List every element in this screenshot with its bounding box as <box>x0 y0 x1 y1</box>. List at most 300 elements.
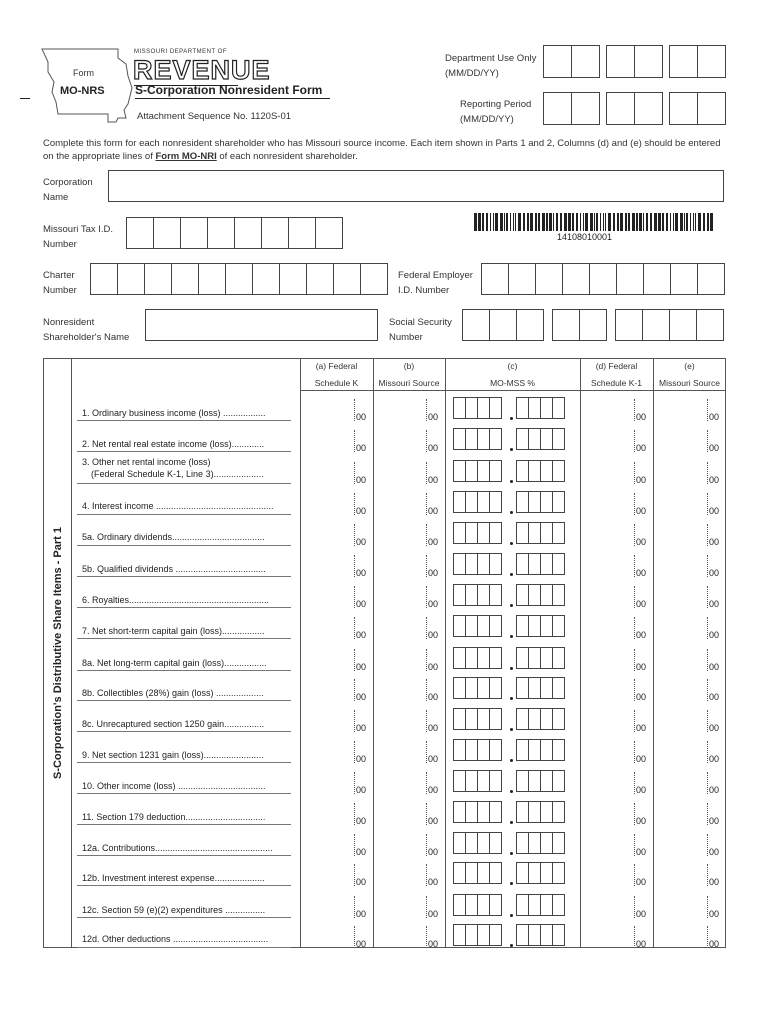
mo-mss-decimal-input[interactable] <box>516 647 564 669</box>
barcode-bar <box>594 213 595 231</box>
mo-mss-whole-input[interactable] <box>453 428 501 450</box>
tax-id-label-2: Number <box>43 239 77 250</box>
mo-mss-decimal-input[interactable] <box>516 894 564 916</box>
col-e-left <box>653 358 654 948</box>
cents-divider <box>634 741 635 763</box>
cents-divider <box>426 772 427 794</box>
cents-value: 00 <box>428 412 439 422</box>
row-label <box>82 904 265 916</box>
form-label: Form <box>73 68 94 78</box>
row-label-line1: 3. Other net rental income (loss) <box>82 457 211 467</box>
mo-mss-decimal-input[interactable] <box>516 553 564 575</box>
decimal-point <box>510 448 513 451</box>
decimal-point <box>510 697 513 700</box>
reporting-period-label <box>460 97 531 127</box>
row-label-line1: 5a. Ordinary dividends..................................... <box>82 532 265 542</box>
cents-value: 00 <box>709 939 720 949</box>
row-label-line1: 6. Royalties........................................................ <box>82 595 270 605</box>
barcode-bar <box>493 213 494 231</box>
barcode-bar <box>675 213 678 231</box>
cents-divider <box>354 834 355 856</box>
barcode-bar <box>707 213 709 231</box>
cents-value: 00 <box>356 939 367 949</box>
cents-divider <box>707 864 708 886</box>
cents-divider <box>354 803 355 825</box>
row-rule <box>77 576 291 577</box>
cents-divider <box>354 741 355 763</box>
mo-mss-decimal-input[interactable] <box>516 522 564 544</box>
mo-mss-whole-input[interactable] <box>453 491 501 513</box>
charter-number-field[interactable] <box>90 263 387 295</box>
cents-value: 00 <box>636 630 647 640</box>
decimal-point <box>510 882 513 885</box>
barcode-bar <box>504 213 505 231</box>
barcode-bar <box>698 213 701 231</box>
cents-divider <box>634 772 635 794</box>
decimal-point <box>510 759 513 762</box>
cents-value: 00 <box>709 909 720 919</box>
cents-divider <box>707 430 708 452</box>
cents-divider <box>426 679 427 701</box>
instructions-part1: Complete this form for each nonresident shareholder who has Missouri source income. Each item shown in Parts 1 and 2, Columns (d) and (e) should be entered on the appropriate lines of <box>43 138 721 162</box>
cents-value: 00 <box>636 754 647 764</box>
mo-mss-decimal-input[interactable] <box>516 862 564 884</box>
cents-value: 00 <box>636 475 647 485</box>
cents-value: 00 <box>709 537 720 547</box>
barcode-bar <box>658 213 661 231</box>
cents-divider <box>354 710 355 732</box>
cents-value: 00 <box>356 475 367 485</box>
cents-divider <box>426 586 427 608</box>
barcode-bar <box>583 213 584 231</box>
row-rule <box>77 483 291 484</box>
mo-mss-decimal-input[interactable] <box>516 924 564 946</box>
row-label-line1: 11. Section 179 deduction................................ <box>82 812 266 822</box>
instructions-text <box>43 137 733 163</box>
cents-value: 00 <box>636 443 647 453</box>
row-rule <box>77 793 291 794</box>
mo-mss-decimal-input[interactable] <box>516 739 564 761</box>
cents-divider <box>354 524 355 546</box>
row-label <box>82 594 269 606</box>
decimal-point <box>510 821 513 824</box>
barcode-bar <box>527 213 529 231</box>
period-line2: (MM/DD/YY) <box>460 114 514 125</box>
dept-use-label <box>445 51 536 81</box>
dept-small-text: MISSOURI DEPARTMENT OF <box>134 49 228 55</box>
row-label <box>82 407 266 419</box>
tax-id-label-1: Missouri Tax I.D. <box>43 224 114 235</box>
corp-name-label <box>43 175 93 205</box>
barcode-bar <box>515 213 516 231</box>
col-e-header-1: (e) <box>684 361 695 371</box>
fein-label <box>398 268 473 298</box>
col-a-header-1: (a) Federal <box>315 361 358 371</box>
mo-mss-decimal-input[interactable] <box>516 615 564 637</box>
col-a-left <box>300 358 301 948</box>
cents-divider <box>707 524 708 546</box>
cents-divider <box>426 649 427 671</box>
row-rule <box>77 762 291 763</box>
instructions-part2: of each nonresident shareholder. <box>216 151 358 162</box>
mo-mss-whole-input[interactable] <box>453 862 501 884</box>
cents-divider <box>354 430 355 452</box>
row-label-line1: 8a. Net long-term capital gain (loss)................. <box>82 658 267 668</box>
cents-value: 00 <box>709 568 720 578</box>
cents-value: 00 <box>636 599 647 609</box>
barcode-bar <box>500 213 503 231</box>
cents-value: 00 <box>636 816 647 826</box>
row-rule <box>77 545 291 546</box>
missouri-tax-id-field[interactable] <box>126 217 342 249</box>
form-number: MO-NRS <box>60 85 105 97</box>
corp-name-label-1: Corporation <box>43 177 93 188</box>
cents-value: 00 <box>428 877 439 887</box>
barcode-bar <box>530 213 533 231</box>
cents-divider <box>634 834 635 856</box>
cents-value: 00 <box>636 847 647 857</box>
cents-value: 00 <box>709 877 720 887</box>
cents-value: 00 <box>636 939 647 949</box>
cents-divider <box>426 864 427 886</box>
reporting-period-dd[interactable] <box>606 92 662 125</box>
cents-divider <box>426 896 427 918</box>
col-d-header-2: Schedule K-1 <box>590 378 643 388</box>
reporting-period-mm[interactable] <box>543 92 599 125</box>
mo-mss-decimal-input[interactable] <box>516 491 564 513</box>
ssn-label <box>389 315 452 345</box>
row-rule <box>77 514 291 515</box>
barcode-bar <box>639 213 642 231</box>
mo-mss-decimal-input[interactable] <box>516 832 564 854</box>
cents-divider <box>634 710 635 732</box>
cents-value: 00 <box>356 662 367 672</box>
barcode-bar <box>628 213 630 231</box>
form-mo-nri-link[interactable]: Form MO-NRI <box>155 151 217 162</box>
cents-divider <box>707 462 708 484</box>
cents-value: 00 <box>636 877 647 887</box>
row-label-line1: 10. Other income (loss) ................................... <box>82 781 266 791</box>
charter-label-1: Charter <box>43 270 75 281</box>
ssn-label-1: Social Security <box>389 317 452 328</box>
row-label <box>82 438 264 450</box>
cents-value: 00 <box>428 662 439 672</box>
decimal-point <box>510 667 513 670</box>
barcode-bar <box>654 213 657 231</box>
cents-divider <box>426 555 427 577</box>
row-label <box>82 842 273 854</box>
cents-value: 00 <box>709 816 720 826</box>
dept-use-date-dd[interactable] <box>606 45 662 78</box>
dept-use-date-yy[interactable] <box>669 45 725 78</box>
cents-value: 00 <box>428 909 439 919</box>
row-label-line1: 9. Net section 1231 gain (loss)........................ <box>82 750 264 760</box>
cents-value: 00 <box>709 785 720 795</box>
cents-value: 00 <box>356 537 367 547</box>
barcode-bar <box>703 213 705 231</box>
mo-mss-decimal-input[interactable] <box>516 428 564 450</box>
cents-divider <box>634 524 635 546</box>
barcode-bar <box>646 213 648 231</box>
cents-value: 00 <box>428 568 439 578</box>
cents-value: 00 <box>428 537 439 547</box>
barcode-bar <box>564 213 567 231</box>
row-label <box>82 872 265 884</box>
mo-mss-whole-input[interactable] <box>453 615 501 637</box>
barcode-bar <box>513 213 514 231</box>
cents-value: 00 <box>428 630 439 640</box>
cents-value: 00 <box>428 475 439 485</box>
cents-value: 00 <box>636 568 647 578</box>
row-rule <box>77 638 291 639</box>
row-label-line1: 12b. Investment interest expense.................... <box>82 873 265 883</box>
barcode-bar <box>506 213 508 231</box>
col-b-header-2: Missouri Source <box>378 378 440 388</box>
barcode-bar <box>556 213 558 231</box>
cents-divider <box>634 555 635 577</box>
decimal-point <box>510 635 513 638</box>
corporation-name-field[interactable] <box>108 170 724 202</box>
cents-divider <box>354 493 355 515</box>
cents-value: 00 <box>356 630 367 640</box>
side-title: S-Corporation's Distributive Share Items - Part 1 <box>52 526 64 780</box>
cents-divider <box>354 896 355 918</box>
mo-mss-whole-input[interactable] <box>453 770 501 792</box>
cents-divider <box>354 586 355 608</box>
mo-mss-whole-input[interactable] <box>453 832 501 854</box>
cents-value: 00 <box>709 723 720 733</box>
cents-divider <box>634 926 635 948</box>
barcode-bar <box>568 213 571 231</box>
row-rule <box>77 885 291 886</box>
barcode-bar <box>710 213 713 231</box>
mo-mss-decimal-input[interactable] <box>516 770 564 792</box>
charter-label-2: Number <box>43 285 77 296</box>
cents-value: 00 <box>636 723 647 733</box>
charter-label <box>43 268 77 298</box>
mo-mss-whole-input[interactable] <box>453 894 501 916</box>
mo-mss-decimal-input[interactable] <box>516 397 564 419</box>
ssn-label-2: Number <box>389 332 423 343</box>
cents-divider <box>354 649 355 671</box>
barcode-bar <box>636 213 638 231</box>
cents-value: 00 <box>709 506 720 516</box>
barcode-bar <box>495 213 498 231</box>
fein-label-2: I.D. Number <box>398 285 450 296</box>
row-label <box>82 718 264 730</box>
col-d-header-1: (d) Federal <box>595 361 638 371</box>
mo-mss-whole-input[interactable] <box>453 708 501 730</box>
barcode-bar <box>680 213 683 231</box>
cents-value: 00 <box>428 939 439 949</box>
barcode-bar <box>662 213 664 231</box>
cents-value: 00 <box>709 662 720 672</box>
shareholder-name-label-2: Shareholder's Name <box>43 332 130 343</box>
barcode-bar <box>684 213 685 231</box>
cents-divider <box>634 493 635 515</box>
cents-value: 00 <box>709 692 720 702</box>
barcode-bar <box>666 213 668 231</box>
cents-divider <box>354 462 355 484</box>
row-rule <box>77 855 291 856</box>
barcode-bar <box>605 213 606 231</box>
row-label <box>82 657 267 669</box>
cents-value: 00 <box>636 506 647 516</box>
cents-divider <box>426 741 427 763</box>
cents-divider <box>634 617 635 639</box>
cents-divider <box>634 649 635 671</box>
cents-value: 00 <box>709 599 720 609</box>
cents-value: 00 <box>356 506 367 516</box>
barcode-bar <box>590 213 593 231</box>
cents-divider <box>634 679 635 701</box>
cents-divider <box>634 399 635 421</box>
cents-divider <box>426 803 427 825</box>
decimal-point <box>510 790 513 793</box>
mo-mss-whole-input[interactable] <box>453 677 501 699</box>
row-label <box>82 933 268 945</box>
barcode-bar <box>596 213 598 231</box>
attachment-sequence: Attachment Sequence No. 1120S-01 <box>137 111 292 122</box>
col-d-left <box>580 358 581 948</box>
mo-mss-whole-input[interactable] <box>453 522 501 544</box>
mo-mss-whole-input[interactable] <box>453 739 501 761</box>
mo-mss-whole-input[interactable] <box>453 397 501 419</box>
row-label-line1: 8b. Collectibles (28%) gain (loss) ................... <box>82 688 264 698</box>
row-label <box>82 687 264 699</box>
ssn-part3[interactable] <box>615 309 723 341</box>
barcode-bar <box>608 213 611 231</box>
cents-divider <box>634 462 635 484</box>
cents-divider <box>707 679 708 701</box>
cents-value: 00 <box>709 475 720 485</box>
cents-value: 00 <box>636 412 647 422</box>
mo-mss-decimal-input[interactable] <box>516 677 564 699</box>
cents-value: 00 <box>356 723 367 733</box>
mo-mss-decimal-input[interactable] <box>516 801 564 823</box>
row-label-line1: 12c. Section 59 (e)(2) expenditures ................ <box>82 905 266 915</box>
cents-divider <box>426 399 427 421</box>
form-title: S-Corporation Nonresident Form <box>135 83 323 97</box>
cents-value: 00 <box>356 816 367 826</box>
cents-value: 00 <box>709 754 720 764</box>
mo-mss-whole-input[interactable] <box>453 553 501 575</box>
shareholder-name-label-1: Nonresident <box>43 317 95 328</box>
cents-divider <box>707 803 708 825</box>
decimal-point <box>510 480 513 483</box>
cents-value: 00 <box>356 443 367 453</box>
col-b-left <box>373 358 374 948</box>
cents-value: 00 <box>636 662 647 672</box>
cents-value: 00 <box>636 785 647 795</box>
decimal-point <box>510 914 513 917</box>
cents-divider <box>426 617 427 639</box>
cents-divider <box>707 741 708 763</box>
cents-value: 00 <box>356 847 367 857</box>
row-label-line1: 4. Interest income ............................................... <box>82 501 274 511</box>
barcode-bar <box>474 213 477 231</box>
cents-divider <box>707 586 708 608</box>
barcode-bar <box>549 213 552 231</box>
cents-divider <box>354 679 355 701</box>
barcode-bar <box>603 213 604 231</box>
cents-value: 00 <box>356 568 367 578</box>
barcode-bar <box>538 213 540 231</box>
barcode-bar <box>482 213 484 231</box>
cents-divider <box>634 896 635 918</box>
ssn-part2[interactable] <box>552 309 606 341</box>
cents-divider <box>707 649 708 671</box>
barcode-bar <box>650 213 652 231</box>
barcode-bar <box>693 213 694 231</box>
row-rule <box>77 451 291 452</box>
cents-value: 00 <box>428 599 439 609</box>
row-label <box>82 563 266 575</box>
barcode-bar <box>478 213 481 231</box>
cents-divider <box>354 399 355 421</box>
cents-value: 00 <box>356 877 367 887</box>
row-label-line1: 12d. Other deductions ...................................... <box>82 934 269 944</box>
cents-divider <box>707 493 708 515</box>
revenue-logo: REVENUE <box>133 55 271 85</box>
row-label <box>82 780 266 792</box>
barcode-number: 14108010001 <box>557 232 613 242</box>
barcode-bar <box>542 213 545 231</box>
federal-employer-id-field[interactable] <box>481 263 724 295</box>
decimal-point <box>510 417 513 420</box>
cents-value: 00 <box>356 909 367 919</box>
decimal-point <box>510 728 513 731</box>
barcode-icon <box>474 213 716 231</box>
mo-mss-decimal-input[interactable] <box>516 584 564 606</box>
mo-mss-whole-input[interactable] <box>453 924 501 946</box>
cents-divider <box>707 710 708 732</box>
decimal-point <box>510 511 513 514</box>
barcode-bar <box>510 213 511 231</box>
mo-mss-whole-input[interactable] <box>453 647 501 669</box>
cents-divider <box>426 926 427 948</box>
ssn-part1[interactable] <box>462 309 543 341</box>
reporting-period-yy[interactable] <box>669 92 725 125</box>
barcode-bar <box>523 213 525 231</box>
barcode-bar <box>695 213 696 231</box>
row-label <box>82 456 264 480</box>
mo-mss-decimal-input[interactable] <box>516 460 564 482</box>
dept-use-date-mm[interactable] <box>543 45 599 78</box>
mo-mss-whole-input[interactable] <box>453 584 501 606</box>
period-line1: Reporting Period <box>460 99 532 110</box>
cents-value: 00 <box>709 443 720 453</box>
mo-mss-whole-input[interactable] <box>453 460 501 482</box>
barcode-bar <box>613 213 615 231</box>
header-rule <box>300 390 726 391</box>
cents-divider <box>634 864 635 886</box>
col-c-header-1: (c) <box>507 361 518 371</box>
cents-divider <box>426 710 427 732</box>
barcode-bar <box>673 213 674 231</box>
shareholder-name-field[interactable] <box>145 309 378 341</box>
mo-mss-whole-input[interactable] <box>453 801 501 823</box>
cents-value: 00 <box>636 909 647 919</box>
row-rule <box>77 700 291 701</box>
cents-value: 00 <box>709 412 720 422</box>
col-b-header-1: (b) <box>403 361 415 371</box>
cents-value: 00 <box>428 443 439 453</box>
row-label-line1: 12a. Contributions............................................... <box>82 843 273 853</box>
mo-mss-decimal-input[interactable] <box>516 708 564 730</box>
dept-use-line2: (MM/DD/YY) <box>445 68 499 79</box>
cents-value: 00 <box>356 754 367 764</box>
